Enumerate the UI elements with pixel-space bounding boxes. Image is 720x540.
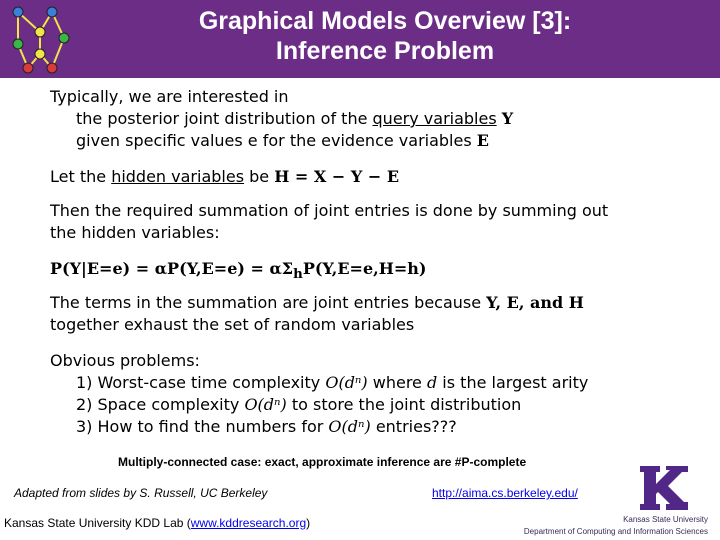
kdd-lab-link[interactable]: www.kddresearch.org: [190, 516, 307, 530]
attribution-text: Adapted from slides by S. Russell, UC Berkeley: [14, 486, 268, 500]
paragraph-joint-entries: [50, 292, 584, 336]
hidden-variables-term: hidden variables: [111, 167, 245, 186]
problems-heading: Obvious problems:: [50, 351, 200, 370]
math-vars: Y, E, and H: [486, 293, 584, 312]
text-line: [50, 292, 584, 314]
problem-item: [50, 372, 588, 394]
text-line: together exhaust the set of random variables: [50, 315, 415, 334]
title-line-2: Inference Problem: [275, 37, 495, 65]
problem-item: [50, 394, 588, 416]
aima-reference-link[interactable]: http://aima.cs.berkeley.edu/: [432, 486, 578, 500]
math-var: E: [476, 131, 489, 150]
text-line: Then the required summation of joint entries is done by summing out: [50, 201, 609, 220]
paragraph-problems: [50, 350, 588, 438]
inference-formula: [50, 258, 426, 285]
bayesian-network-icon: [4, 2, 76, 76]
paragraph-hidden-variables: [50, 166, 399, 188]
formula-subscript: h: [293, 266, 303, 283]
title-line-1: Graphical Models Overview [3]:: [198, 7, 572, 35]
math-var: d: [426, 373, 438, 392]
formula-main: P(Y|E=e) = αP(Y,E=e) = αΣ: [50, 259, 294, 278]
university-name: Kansas State University: [623, 515, 708, 524]
text-span: 1) Worst-case time complexity: [76, 373, 326, 392]
text-line: the hidden variables:: [50, 223, 220, 242]
text-span: given specific values e for the evidence variables: [76, 131, 477, 150]
math-expression: O(dⁿ): [328, 417, 371, 436]
text-span: the posterior joint distribution of the: [76, 109, 373, 128]
text-span: Let the: [50, 167, 112, 186]
slide-title: [80, 6, 690, 66]
kstate-powercat-logo: [636, 462, 692, 514]
slide-header: [0, 0, 720, 78]
text-line: [50, 108, 513, 130]
query-variables-term: query variables: [372, 109, 497, 128]
text-line: [50, 130, 513, 152]
paragraph-summation: [50, 200, 608, 244]
math-expression: O(dⁿ): [244, 395, 287, 414]
text-span: The terms in the summation are joint entries because: [50, 293, 487, 312]
math-var: Y: [501, 109, 514, 128]
paragraph-query-variables: [50, 86, 513, 152]
multiply-connected-note: Multiply-connected case: exact, approximate inference are #P-complete: [118, 455, 527, 469]
text-span: entries???: [370, 417, 457, 436]
text-span: to store the joint distribution: [286, 395, 522, 414]
problem-item: [50, 416, 588, 438]
text-span: is the largest arity: [437, 373, 589, 392]
lab-footer: [4, 516, 310, 530]
text-span: where: [367, 373, 427, 392]
text-span: Kansas State University KDD Lab (: [4, 516, 191, 530]
math-expression: H = X − Y − E: [274, 167, 400, 186]
text-span: 3) How to find the numbers for: [76, 417, 329, 436]
text-span: be: [244, 167, 275, 186]
department-name: Department of Computing and Information Sciences: [523, 527, 708, 536]
formula-tail: P(Y,E=e,H=h): [302, 259, 427, 278]
text-line: Typically, we are interested in: [50, 87, 289, 106]
university-footer: [524, 514, 708, 538]
text-span: 2) Space complexity: [76, 395, 245, 414]
text-span: ): [306, 516, 311, 530]
math-expression: O(dⁿ): [325, 373, 368, 392]
